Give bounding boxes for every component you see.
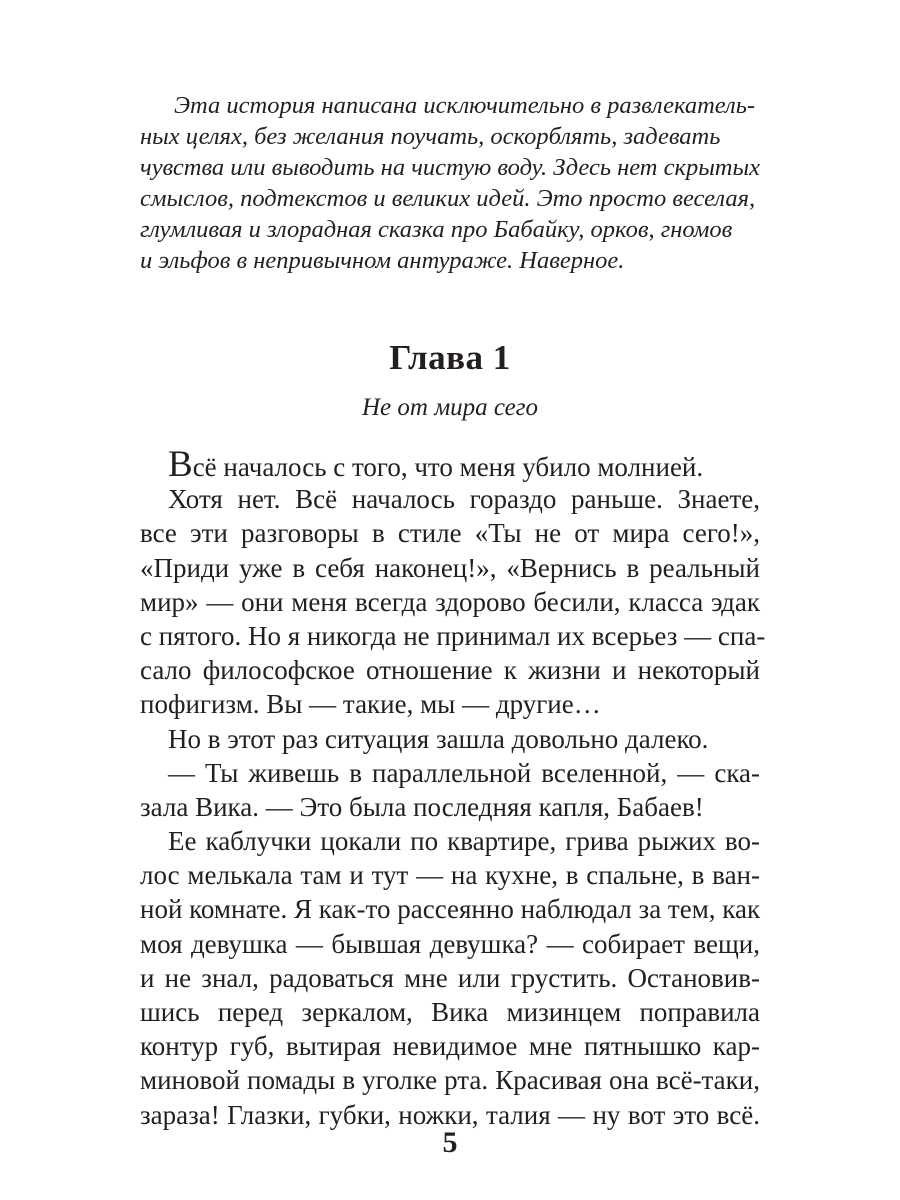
body-line: и не знал, радоваться мне или грустить. Остановив- bbox=[140, 962, 760, 993]
epigraph-line: смыслов, подтекстов и великих идей. Это просто веселая, bbox=[140, 185, 756, 212]
epigraph-line bbox=[140, 245, 760, 276]
page-number: 5 bbox=[442, 1126, 458, 1159]
drop-cap: В bbox=[168, 444, 193, 485]
body-line: ной комнате. Я как-то рассеянно наблюдал за тем, как bbox=[140, 894, 761, 925]
body-line: пофигизм. Вы — такие, мы — другие… bbox=[140, 689, 601, 720]
chapter-title: Глава 1 bbox=[389, 338, 511, 377]
chapter-subtitle: Не от мира сего bbox=[361, 394, 539, 421]
body-line-first bbox=[140, 444, 760, 485]
body-line: шись перед зеркалом, Вика мизинцем поправила bbox=[140, 997, 760, 1027]
epigraph-line-prefix: и bbox=[140, 247, 159, 274]
body-line: зараза! Глазки, губки, ножки, талия — ну вот это всё. bbox=[140, 1099, 760, 1130]
body-line: «Приди уже в себя наконец!», «Вернись в реальный bbox=[140, 552, 760, 583]
body-line: Хотя нет. Всё началось гораздо раньше. Знаете, bbox=[168, 484, 760, 515]
epigraph-line: чувства или выводить на чистую воду. Здесь нет скрытых bbox=[140, 154, 760, 181]
body-line: моя девушка — бывшая девушка? — собирает вещи, bbox=[140, 928, 760, 959]
body-text bbox=[140, 444, 766, 1132]
body-line: сало философское отношение к жизни и некоторый bbox=[140, 655, 760, 686]
body-line: все эти разговоры в стиле «Ты не от мира сего!», bbox=[140, 518, 760, 549]
body-line: зала Вика. — Это была последняя капля, Бабаев! bbox=[140, 791, 704, 822]
body-line: Ее каблучки цокали по квартире, грива рыжих во- bbox=[168, 826, 760, 857]
epigraph-line-text: эльфов в непривычном антураже. Наверное. bbox=[158, 247, 625, 274]
first-line-text: сё началось с того, что меня убило молнией. bbox=[192, 452, 704, 482]
body-line: Но в этот раз ситуация зашла довольно далеко. bbox=[168, 723, 709, 754]
body-line: — Ты живешь в параллельной вселенной, — ска- bbox=[168, 757, 760, 788]
body-line: контур губ, вытирая невидимое мне пятнышко кар- bbox=[140, 1031, 760, 1062]
body-line: лос мелькала там и тут — на кухне, в спальне, в ван- bbox=[140, 860, 760, 891]
epigraph-line: Эта история написана исключительно в развлекатель- bbox=[174, 92, 756, 119]
body-line: миновой помады в уголке рта. Красивая она всё-таки, bbox=[140, 1065, 760, 1096]
epigraph bbox=[140, 90, 760, 276]
body-line: с пятого. Но я никогда не принимал их всерьез — спа- bbox=[140, 620, 766, 651]
epigraph-line: глумливая и злорадная сказка про Бабайку, орков, гномов bbox=[140, 216, 733, 243]
body-line: мир» — они меня всегда здорово бесили, класса эдак bbox=[140, 586, 760, 617]
epigraph-line: ных целях, без желания поучать, оскорблять, задевать bbox=[140, 123, 721, 150]
